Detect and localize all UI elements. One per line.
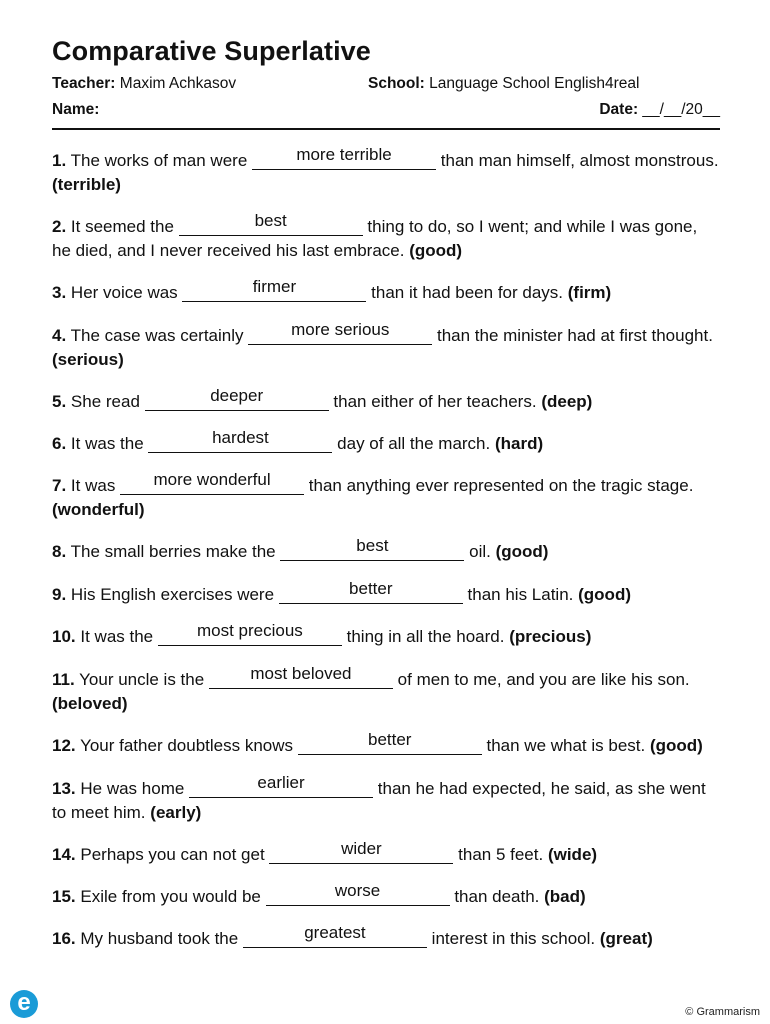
exercise-item bbox=[52, 320, 720, 372]
exercise-item bbox=[52, 730, 720, 758]
answer-blank[interactable] bbox=[179, 211, 363, 236]
item-hint: (early) bbox=[150, 803, 202, 822]
item-text-before: It was bbox=[70, 476, 116, 495]
exercise-item bbox=[52, 536, 720, 564]
item-text-after: than death. bbox=[454, 887, 540, 906]
exercise-list bbox=[52, 145, 720, 951]
exercise-item bbox=[52, 211, 720, 263]
item-number: 15. bbox=[52, 887, 76, 906]
item-text-after: than it had been for days. bbox=[371, 283, 564, 302]
item-text-before: Her voice was bbox=[70, 283, 178, 302]
item-hint: (precious) bbox=[509, 627, 592, 646]
item-hint: (deep) bbox=[541, 392, 593, 411]
answer-blank[interactable] bbox=[148, 428, 332, 453]
answer-text: more terrible bbox=[296, 145, 392, 164]
answer-text: greatest bbox=[304, 923, 366, 942]
date-value: __/__/20__ bbox=[642, 101, 720, 118]
item-text-before: It was the bbox=[70, 434, 144, 453]
answer-blank[interactable] bbox=[269, 839, 453, 864]
item-hint: (terrible) bbox=[52, 175, 121, 194]
item-number: 5. bbox=[52, 392, 67, 411]
item-hint: (good) bbox=[649, 736, 703, 755]
item-hint: (wonderful) bbox=[52, 500, 145, 519]
exercise-item bbox=[52, 923, 720, 951]
exercise-item bbox=[52, 621, 720, 649]
item-hint: (bad) bbox=[544, 887, 586, 906]
date-label: Date: bbox=[599, 101, 639, 118]
item-text-before: She read bbox=[70, 392, 140, 411]
item-text-before: His English exercises were bbox=[70, 585, 275, 604]
exercise-item bbox=[52, 773, 720, 825]
answer-text: hardest bbox=[212, 428, 269, 447]
item-number: 3. bbox=[52, 283, 67, 302]
item-text-after: than his Latin. bbox=[467, 585, 574, 604]
answer-blank[interactable] bbox=[252, 145, 436, 170]
answer-blank[interactable] bbox=[158, 621, 342, 646]
answer-text: more serious bbox=[291, 320, 390, 339]
item-text-after: thing in all the hoard. bbox=[346, 627, 505, 646]
answer-blank[interactable] bbox=[120, 470, 304, 495]
answer-blank[interactable] bbox=[279, 579, 463, 604]
answer-text: wider bbox=[341, 839, 382, 858]
exercise-item bbox=[52, 470, 720, 522]
item-text-before: The case was certainly bbox=[70, 326, 244, 345]
item-text-after: interest in this school. bbox=[431, 929, 596, 948]
exercise-item bbox=[52, 579, 720, 607]
teacher-field bbox=[52, 75, 236, 93]
item-text-after: day of all the march. bbox=[337, 434, 491, 453]
answer-text: better bbox=[349, 579, 393, 598]
item-text-after: oil. bbox=[469, 542, 491, 561]
answer-blank[interactable] bbox=[266, 881, 450, 906]
school-label: School: bbox=[368, 75, 425, 92]
item-text-after: of men to me, and you are like his son. bbox=[397, 670, 690, 689]
item-hint: (hard) bbox=[494, 434, 544, 453]
item-hint: (serious) bbox=[52, 350, 124, 369]
item-number: 16. bbox=[52, 929, 76, 948]
teacher-value: Maxim Achkasov bbox=[119, 75, 237, 92]
date-field bbox=[599, 101, 720, 119]
item-hint: (great) bbox=[599, 929, 653, 948]
answer-text: best bbox=[356, 536, 389, 555]
answer-text: best bbox=[254, 211, 287, 230]
meta-row-2 bbox=[52, 101, 720, 123]
item-number: 12. bbox=[52, 736, 76, 755]
answer-text: earlier bbox=[257, 773, 305, 792]
answer-blank[interactable] bbox=[209, 664, 393, 689]
item-text-before: Your uncle is the bbox=[79, 670, 205, 689]
item-text-after: thing to do, so I went; and while I was gone, he died, and I never received his last embrace. bbox=[52, 217, 698, 260]
item-text-after: than the minister had at first thought. bbox=[436, 326, 713, 345]
item-text-before: The small berries make the bbox=[70, 542, 276, 561]
page-title: Comparative Superlative bbox=[52, 36, 371, 66]
item-text-before: My husband took the bbox=[80, 929, 239, 948]
item-text-before: He was home bbox=[80, 779, 185, 798]
item-number: 2. bbox=[52, 217, 67, 236]
exercise-item bbox=[52, 839, 720, 867]
exercise-item bbox=[52, 386, 720, 414]
item-text-after: than either of her teachers. bbox=[333, 392, 537, 411]
item-number: 13. bbox=[52, 779, 76, 798]
answer-text: most beloved bbox=[250, 664, 352, 683]
teacher-label: Teacher: bbox=[52, 75, 116, 92]
exercise-item bbox=[52, 428, 720, 456]
item-number: 11. bbox=[52, 670, 75, 689]
exercise-item bbox=[52, 664, 720, 716]
answer-blank[interactable] bbox=[145, 386, 329, 411]
exercise-item bbox=[52, 277, 720, 305]
item-text-after: than he had expected, he said, as she went to meet him. bbox=[52, 779, 706, 822]
item-text-after: than anything ever represented on the tragic stage. bbox=[308, 476, 694, 495]
name-label: Name: bbox=[52, 101, 100, 118]
grammarism-logo-icon: e bbox=[10, 990, 38, 1018]
meta-row-1 bbox=[52, 75, 720, 97]
item-number: 6. bbox=[52, 434, 67, 453]
copyright-text: © Grammarism bbox=[685, 1006, 760, 1018]
answer-text: better bbox=[368, 730, 412, 749]
item-hint: (good) bbox=[578, 585, 631, 604]
exercise-item bbox=[52, 145, 720, 197]
header-divider bbox=[52, 128, 720, 130]
answer-text: most precious bbox=[196, 621, 303, 640]
school-field bbox=[368, 75, 639, 93]
item-text-before: The works of man were bbox=[70, 151, 248, 170]
item-number: 9. bbox=[52, 585, 67, 604]
item-text-after: than man himself, almost monstrous. bbox=[440, 151, 719, 170]
exercise-item bbox=[52, 881, 720, 909]
item-text-before: Perhaps you can not get bbox=[80, 845, 265, 864]
item-text-before: Exile from you would be bbox=[80, 887, 261, 906]
item-number: 4. bbox=[52, 326, 67, 345]
worksheet bbox=[52, 36, 720, 969]
answer-blank[interactable] bbox=[298, 730, 482, 755]
item-number: 8. bbox=[52, 542, 67, 561]
answer-text: more wonderful bbox=[153, 470, 271, 489]
item-hint: (good) bbox=[409, 241, 463, 260]
item-number: 7. bbox=[52, 476, 67, 495]
item-number: 10. bbox=[52, 627, 76, 646]
item-number: 1. bbox=[52, 151, 67, 170]
item-number: 14. bbox=[52, 845, 76, 864]
answer-blank[interactable] bbox=[189, 773, 373, 798]
item-text-before: Your father doubtless knows bbox=[80, 736, 294, 755]
item-text-before: It seemed the bbox=[70, 217, 174, 236]
answer-blank[interactable] bbox=[243, 923, 427, 948]
item-hint: (wide) bbox=[547, 845, 598, 864]
answer-blank[interactable] bbox=[248, 320, 432, 345]
item-hint: (good) bbox=[495, 542, 549, 561]
answer-text: worse bbox=[334, 881, 381, 900]
answer-blank[interactable] bbox=[182, 277, 366, 302]
answer-text: firmer bbox=[252, 277, 297, 296]
item-hint: (firm) bbox=[567, 283, 612, 302]
school-value: Language School English4real bbox=[429, 75, 640, 92]
item-text-before: It was the bbox=[80, 627, 154, 646]
item-text-after: than we what is best. bbox=[486, 736, 646, 755]
answer-text: deeper bbox=[210, 386, 264, 405]
answer-blank[interactable] bbox=[280, 536, 464, 561]
name-field bbox=[52, 101, 99, 119]
item-text-after: than 5 feet. bbox=[458, 845, 544, 864]
item-hint: (beloved) bbox=[52, 694, 128, 713]
